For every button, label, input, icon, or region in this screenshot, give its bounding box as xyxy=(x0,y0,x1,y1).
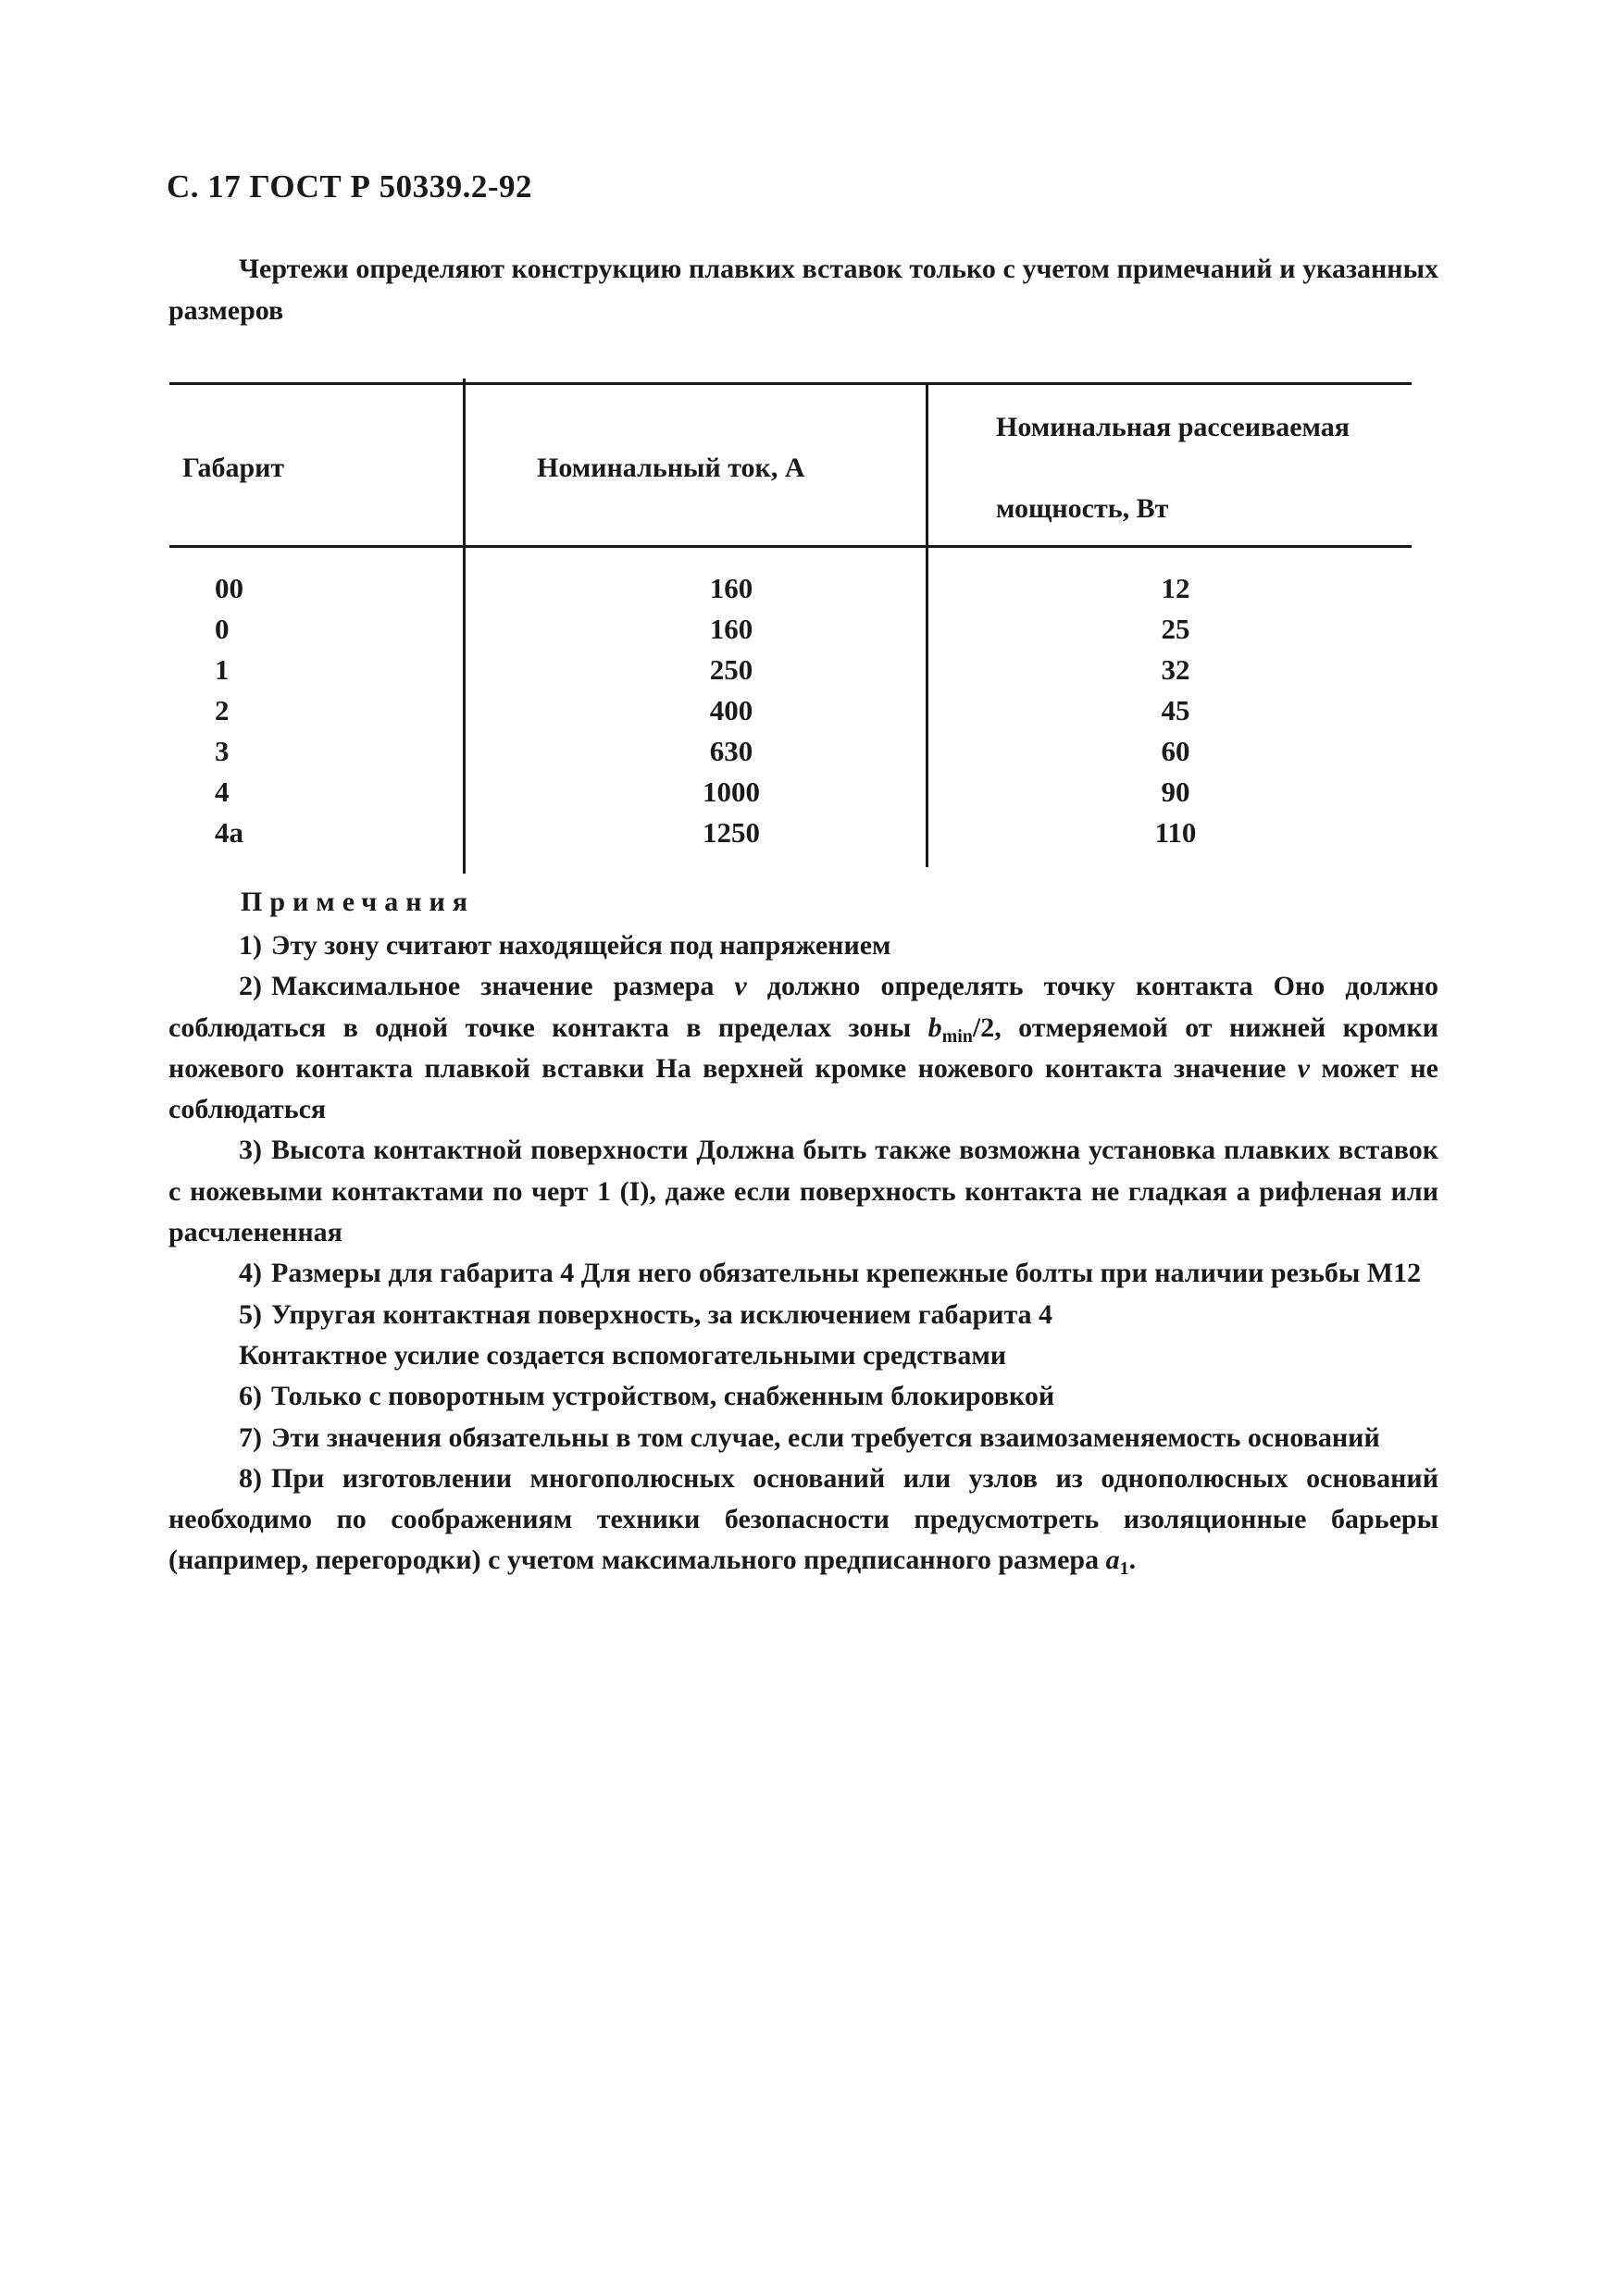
cell-size: 00 xyxy=(215,572,243,604)
cell-power: 90 xyxy=(1161,776,1190,808)
header-power-line2: мощность, Вт xyxy=(996,493,1169,524)
note-item: 2) Максимальное значение размера v должно определять точку контакта Оно должно соблюдаться в одной точке контакта в пределах зоны $b_{min}/2$, отмеряемой от нижней кромки ножевого контакта плавкой вставки На верхней кромке ножевого контакта значение v может не соблюдаться xyxy=(168,971,1438,1125)
cell-power: 25 xyxy=(1161,613,1190,645)
symbol-a: a xyxy=(1105,1545,1120,1576)
header-power-line1: Номинальная рассеиваемая xyxy=(996,412,1350,442)
note-item: 8) При изготовлении многополюсных оснований или узлов из однополюсных оснований необходимо по соображениям техники безопасности предусмотреть изоляционные барьеры (например, перегородки) с учетом максимального предписанного размера $a_1$. xyxy=(168,1462,1438,1580)
symbol-v: v xyxy=(1297,1052,1310,1084)
note-item: 5) Упругая контактная поверхность, за исключением габарита 4 xyxy=(239,1298,1053,1330)
cell-current: 250 xyxy=(709,653,753,686)
note-item: Контактное усилие создается вспомогательными средствами xyxy=(239,1339,1007,1371)
cell-size: 2 xyxy=(215,694,230,726)
cell-power: 45 xyxy=(1161,694,1190,726)
notes-list xyxy=(168,925,1438,1582)
cell-current: 160 xyxy=(709,572,753,604)
note-item: 7) Эти значения обязательны в том случае, если требуется взаимозаменяемость оснований xyxy=(239,1421,1380,1453)
cell-current: 160 xyxy=(709,613,753,645)
symbol-v: v xyxy=(734,971,747,1002)
cell-size: 3 xyxy=(215,735,230,767)
page-header: С. 17 ГОСТ Р 50339.2-92 xyxy=(167,168,532,205)
header-current: Номинальный ток, А xyxy=(537,453,805,483)
note-item: 1) Эту зону считают находящейся под напряжением xyxy=(239,930,891,961)
table-top-rule xyxy=(169,382,1412,385)
table-row xyxy=(0,694,1618,735)
table-row xyxy=(0,653,1618,694)
header-size: Габарит xyxy=(182,453,285,483)
cell-power: 60 xyxy=(1161,735,1190,767)
table-row xyxy=(0,816,1618,857)
cell-size: 4а xyxy=(215,816,243,849)
table-row xyxy=(0,776,1618,816)
intro-paragraph: Чертежи определяют конструкцию плавких вставок только с учетом примечаний и указанных размеров xyxy=(168,254,1438,326)
note-item: 6) Только с поворотным устройством, снабженным блокировкой xyxy=(239,1381,1055,1412)
note-item: 3) Высота контактной поверхности Должна быть также возможна установка плавких вставок с ножевыми контактами по черт 1 (I), даже если поверхность контакта не гладкая а рифленая или расчлененная xyxy=(168,1135,1438,1248)
cell-size: 0 xyxy=(215,613,230,645)
cell-size: 4 xyxy=(215,776,230,808)
cell-power: 32 xyxy=(1161,653,1190,686)
cell-size: 1 xyxy=(215,653,230,686)
cell-power: 110 xyxy=(1154,816,1197,849)
symbol-b: b xyxy=(927,1011,942,1043)
cell-current: 1000 xyxy=(703,776,760,808)
cell-current: 400 xyxy=(709,694,753,726)
table-header-rule xyxy=(169,545,1412,548)
table-row xyxy=(0,572,1618,613)
note-item: 4) Размеры для габарита 4 Для него обязательны крепежные болты при наличии резьбы М12 xyxy=(239,1258,1422,1289)
cell-current: 1250 xyxy=(703,816,760,849)
cell-current: 630 xyxy=(709,735,753,767)
cell-power: 12 xyxy=(1161,572,1190,604)
table-row xyxy=(0,735,1618,776)
table-row xyxy=(0,613,1618,653)
notes-title: Примечания xyxy=(241,887,476,917)
